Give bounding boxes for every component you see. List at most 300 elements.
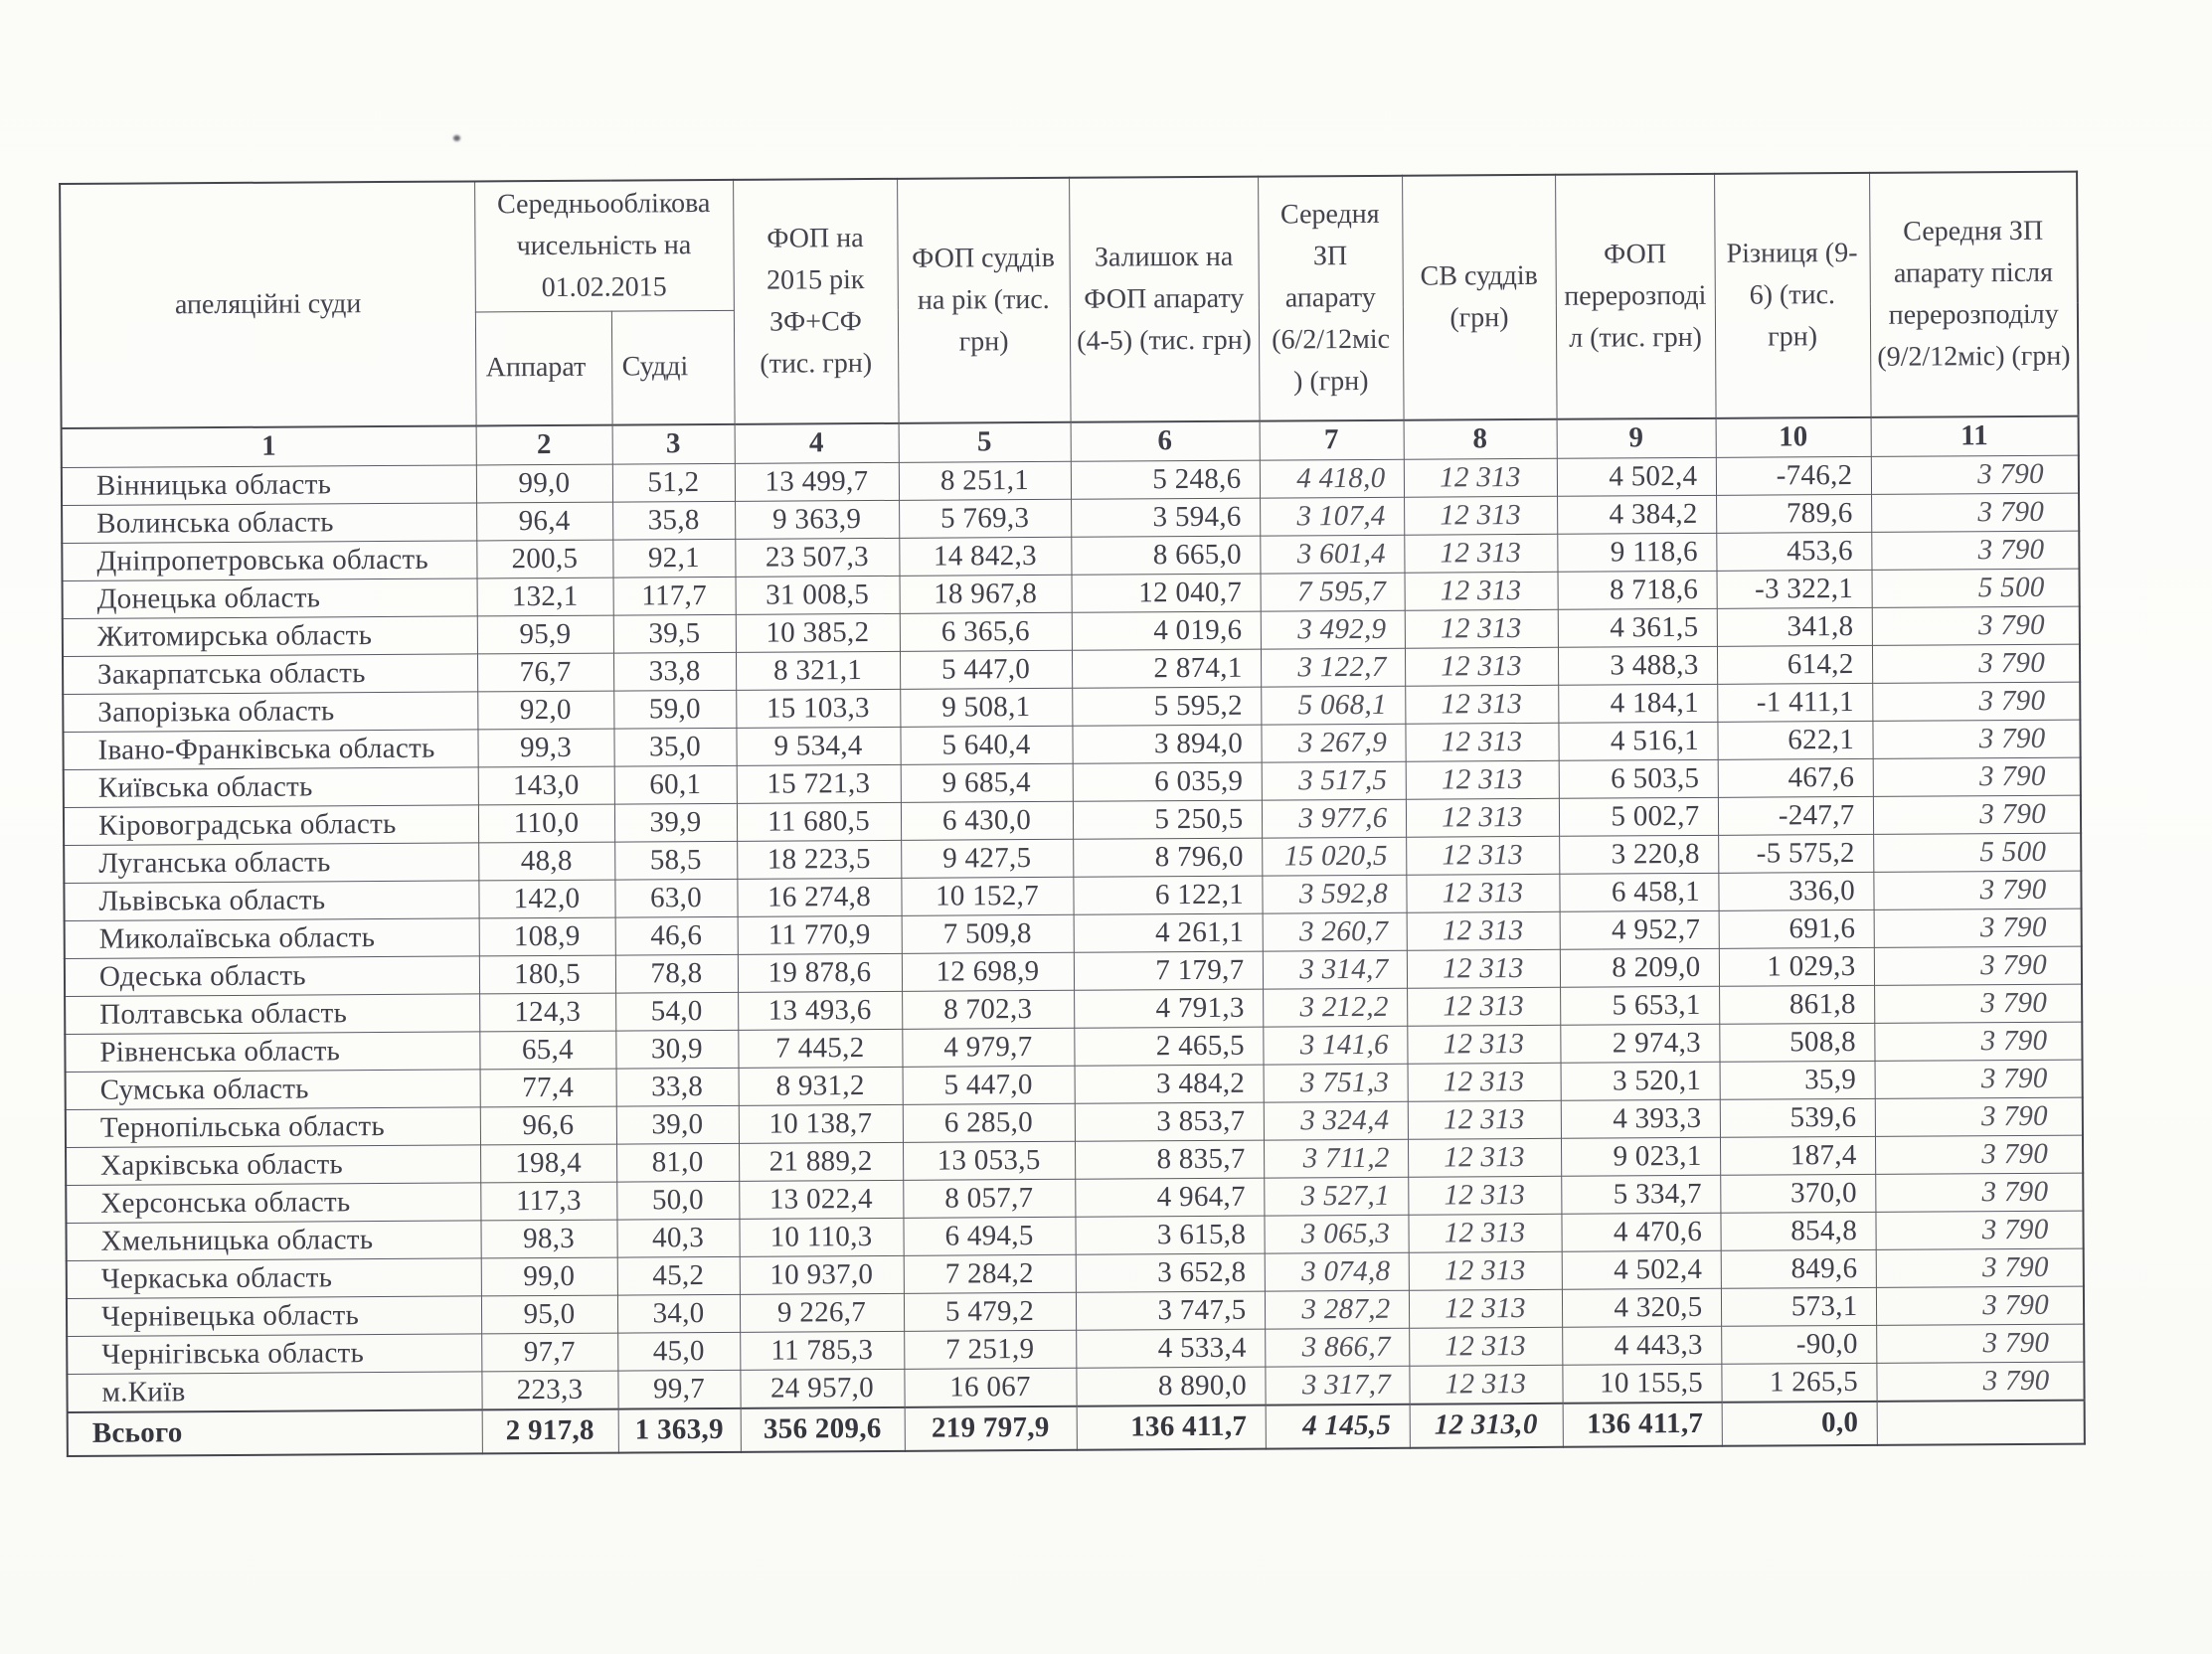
value-cell: 3 790 (1875, 1135, 2083, 1174)
value-cell: 24 957,0 (740, 1369, 904, 1407)
total-value-cell: 12 313,0 (1410, 1403, 1563, 1447)
value-cell: 48,8 (478, 842, 614, 881)
value-cell: 12 313 (1407, 949, 1560, 988)
column-number: 4 (735, 422, 899, 463)
value-cell: 849,6 (1721, 1249, 1876, 1288)
value-cell: 10 138,7 (739, 1104, 903, 1143)
value-cell: 117,7 (613, 577, 736, 615)
value-cell: 539,6 (1720, 1098, 1875, 1137)
region-cell: Чернівецька область (67, 1296, 481, 1337)
value-cell: 12 313 (1405, 572, 1558, 610)
value-cell: 200,5 (476, 540, 612, 579)
value-cell: 691,6 (1719, 910, 1874, 948)
value-cell: 12 313 (1407, 1025, 1560, 1064)
value-cell: 12 313 (1406, 836, 1559, 875)
total-value-cell: 136 411,7 (1563, 1402, 1722, 1446)
value-cell: 4 502,4 (1557, 457, 1716, 496)
value-cell: 4 384,2 (1557, 495, 1716, 534)
value-cell: 4 964,7 (1075, 1178, 1264, 1217)
value-cell: 5 250,5 (1073, 800, 1262, 839)
value-cell: 99,7 (617, 1370, 740, 1408)
value-cell: 12 040,7 (1072, 574, 1261, 612)
value-cell: 7 251,9 (904, 1330, 1076, 1369)
value-cell: 11 680,5 (737, 802, 901, 841)
value-cell: 3 260,7 (1263, 912, 1407, 951)
value-cell: 223,3 (481, 1371, 617, 1409)
value-cell: 23 507,3 (735, 538, 899, 577)
value-cell: 622,1 (1717, 721, 1872, 759)
value-cell: 9 534,4 (736, 727, 900, 765)
value-cell: 14 842,3 (899, 537, 1071, 576)
value-cell: 5 447,0 (900, 650, 1072, 689)
value-cell: 81,0 (616, 1143, 739, 1182)
column-number: 6 (1071, 420, 1260, 461)
value-cell: 3 790 (1872, 720, 2080, 758)
region-cell: Миколаївська область (65, 918, 479, 959)
value-cell: 9 508,1 (900, 688, 1072, 727)
value-cell: 3 977,6 (1262, 799, 1406, 838)
value-cell: 12 698,9 (902, 952, 1074, 991)
value-cell: 3 652,8 (1076, 1253, 1265, 1292)
value-cell: 46,6 (615, 916, 738, 955)
value-cell: 9 363,9 (735, 500, 899, 539)
value-cell: 92,1 (612, 539, 735, 578)
header-avg-headcount: Середньооблікова чисельність на 01.02.2015 (474, 180, 734, 312)
value-cell: 97,7 (481, 1333, 617, 1372)
value-cell: 6 494,5 (903, 1217, 1075, 1255)
region-cell: Одеська область (65, 956, 479, 997)
total-value-cell: 1 363,9 (618, 1407, 741, 1452)
value-cell: -90,0 (1721, 1325, 1876, 1364)
value-cell: 5 653,1 (1560, 986, 1719, 1025)
region-cell: Закарпатська область (63, 654, 477, 695)
value-cell: 8 718,6 (1558, 571, 1717, 609)
value-cell: 453,6 (1716, 532, 1871, 571)
value-cell: 3 592,8 (1262, 875, 1406, 913)
value-cell: 10 385,2 (736, 613, 900, 652)
value-cell: 19 878,6 (738, 953, 902, 992)
value-cell: 12 313 (1408, 1138, 1561, 1177)
value-cell: 3 065,3 (1264, 1215, 1408, 1253)
value-cell: 16 067 (904, 1368, 1076, 1406)
value-cell: 3 894,0 (1072, 725, 1261, 763)
value-cell: 4 184,1 (1558, 684, 1717, 723)
value-cell: 3 790 (1871, 493, 2079, 532)
column-number: 2 (476, 424, 612, 465)
value-cell: 132,1 (477, 578, 613, 616)
value-cell: 40,3 (616, 1219, 739, 1257)
value-cell: 99,3 (477, 729, 613, 767)
value-cell: 5 248,6 (1071, 460, 1260, 499)
header-courts: апеляційні суди (60, 181, 475, 427)
value-cell: 4 418,0 (1260, 459, 1404, 498)
total-value-cell: 219 797,9 (905, 1406, 1077, 1450)
value-cell: 4 320,5 (1562, 1288, 1721, 1327)
value-cell: 117,3 (480, 1182, 616, 1221)
value-cell: 3 853,7 (1075, 1102, 1264, 1141)
region-cell: Харківська область (66, 1145, 480, 1186)
value-cell: 3 790 (1874, 1022, 2082, 1061)
value-cell: 3 790 (1875, 1097, 2083, 1136)
value-cell: 12 313 (1408, 1176, 1561, 1215)
value-cell: 4 443,3 (1562, 1326, 1721, 1365)
value-cell: 39,9 (614, 803, 737, 842)
header-fop-2015: ФОП на 2015 рік ЗФ+СФ (тис. грн) (733, 179, 898, 424)
total-value-cell: 4 145,5 (1266, 1404, 1410, 1448)
value-cell: 8 890,0 (1076, 1367, 1265, 1406)
value-cell: 4 261,1 (1074, 913, 1263, 952)
value-cell: 12 313 (1405, 609, 1558, 648)
value-cell: 3 790 (1876, 1248, 2084, 1287)
value-cell: 10 937,0 (740, 1255, 904, 1294)
value-cell: 4 979,7 (902, 1028, 1074, 1067)
value-cell: 33,8 (616, 1068, 739, 1106)
value-cell: 3 324,4 (1264, 1101, 1408, 1140)
value-cell: 3 790 (1874, 946, 2082, 985)
value-cell: 3 527,1 (1264, 1177, 1408, 1216)
value-cell: 3 790 (1875, 1060, 2083, 1098)
value-cell: 12 313 (1404, 534, 1557, 573)
value-cell: 6 458,1 (1559, 873, 1718, 911)
value-cell: 3 790 (1876, 1286, 2084, 1325)
value-cell: 5 447,0 (903, 1066, 1075, 1104)
value-cell: 45,2 (617, 1256, 740, 1295)
value-cell: 30,9 (615, 1030, 738, 1069)
value-cell: 3 790 (1875, 1211, 2083, 1249)
value-cell: 7 179,7 (1074, 951, 1263, 990)
value-cell: 12 313 (1405, 685, 1558, 724)
value-cell: 13 022,4 (739, 1180, 903, 1219)
value-cell: -3 322,1 (1717, 570, 1872, 608)
value-cell: 9 685,4 (901, 763, 1073, 802)
value-cell: 98,3 (480, 1220, 616, 1258)
column-number: 8 (1404, 418, 1557, 459)
value-cell: 99,0 (476, 464, 612, 503)
region-cell: Черкаська область (67, 1258, 481, 1299)
value-cell: 6 122,1 (1073, 876, 1262, 914)
header-difference: Різниця (9-6) (тис. грн) (1714, 173, 1870, 417)
value-cell: 15 721,3 (737, 764, 901, 803)
value-cell: 1 029,3 (1719, 947, 1874, 986)
value-cell: 3 790 (1872, 644, 2080, 683)
value-cell: 6 365,6 (900, 612, 1072, 651)
value-cell: 3 517,5 (1262, 761, 1406, 800)
region-cell: Сумська область (66, 1070, 480, 1110)
column-number: 3 (612, 423, 735, 464)
value-cell: 77,4 (480, 1069, 616, 1107)
header-sv-judges: СВ суддів (грн) (1402, 175, 1556, 419)
value-cell: 3 074,8 (1265, 1252, 1409, 1291)
value-cell: 4 361,5 (1558, 608, 1717, 647)
value-cell: 370,0 (1720, 1174, 1875, 1213)
value-cell: 3 790 (1876, 1324, 2084, 1363)
value-cell: 18 223,5 (737, 840, 901, 879)
value-cell: 6 430,0 (901, 801, 1073, 840)
value-cell: 5 500 (1873, 833, 2081, 872)
value-cell: 3 711,2 (1264, 1139, 1408, 1178)
value-cell: 5 595,2 (1072, 687, 1261, 726)
value-cell: 3 492,9 (1261, 610, 1405, 649)
value-cell: -5 575,2 (1718, 834, 1873, 873)
value-cell: 5 334,7 (1561, 1175, 1720, 1214)
value-cell: 110,0 (478, 804, 614, 843)
region-cell: Полтавська область (65, 994, 479, 1035)
region-cell: Хмельницька область (66, 1221, 480, 1261)
value-cell: 5 769,3 (899, 499, 1071, 538)
value-cell: 4 516,1 (1558, 722, 1717, 760)
value-cell: 34,0 (617, 1294, 740, 1333)
value-cell: 13 499,7 (735, 462, 899, 501)
value-cell: 5 479,2 (904, 1292, 1076, 1331)
region-cell: Кіровоградська область (64, 805, 478, 846)
total-value-cell: 0,0 (1722, 1401, 1877, 1445)
value-cell: 3 267,9 (1261, 724, 1405, 762)
value-cell: 13 053,5 (903, 1141, 1075, 1180)
value-cell: 8 835,7 (1075, 1140, 1264, 1179)
value-cell: 3 747,5 (1076, 1291, 1265, 1330)
value-cell: 4 470,6 (1561, 1213, 1720, 1251)
value-cell: 3 790 (1872, 682, 2080, 721)
value-cell: 78,8 (615, 954, 738, 993)
region-cell: Львівська область (64, 881, 478, 921)
region-cell: Херсонська область (66, 1183, 480, 1224)
value-cell: 95,0 (481, 1295, 617, 1334)
value-cell: 8 665,0 (1071, 536, 1260, 575)
value-cell: 7 445,2 (738, 1029, 902, 1068)
value-cell: 6 035,9 (1073, 762, 1262, 801)
value-cell: 3 122,7 (1261, 648, 1405, 687)
value-cell: 3 488,3 (1558, 646, 1717, 685)
column-number: 1 (62, 425, 476, 468)
value-cell: 3 790 (1875, 1173, 2083, 1212)
value-cell: 12 313 (1404, 458, 1557, 497)
value-cell: 861,8 (1719, 985, 1874, 1024)
value-cell: 12 313 (1409, 1365, 1562, 1404)
value-cell: 11 770,9 (738, 915, 902, 954)
region-cell: Волинська область (62, 503, 476, 544)
value-cell: 3 314,7 (1263, 950, 1407, 989)
value-cell: 18 967,8 (900, 575, 1072, 613)
total-value-cell: 136 411,7 (1077, 1405, 1266, 1449)
header-fop-judges: ФОП суддів на рік (тис. грн) (897, 178, 1070, 423)
scan-artifact (453, 135, 460, 141)
value-cell: 6 503,5 (1559, 759, 1718, 798)
region-cell: Вінницька область (62, 465, 476, 506)
value-cell: 99,0 (481, 1257, 617, 1296)
value-cell: 180,5 (479, 955, 615, 994)
value-cell: 10 110,3 (739, 1218, 903, 1256)
value-cell: 7 284,2 (904, 1254, 1076, 1293)
value-cell: 9 427,5 (901, 839, 1073, 878)
value-cell: 96,6 (480, 1106, 616, 1145)
value-cell: 3 615,8 (1075, 1216, 1264, 1254)
value-cell: 12 313 (1406, 874, 1559, 912)
value-cell: 58,5 (614, 841, 737, 880)
value-cell: 8 209,0 (1560, 948, 1719, 987)
region-cell: Тернопільська область (66, 1107, 480, 1148)
value-cell: 15 020,5 (1262, 837, 1406, 876)
value-cell: -247,7 (1718, 796, 1873, 835)
value-cell: 614,2 (1717, 645, 1872, 684)
column-number: 10 (1716, 416, 1871, 457)
value-cell: 96,4 (476, 502, 612, 541)
header-avg-salary-after: Середня ЗП апарату після перерозподілу (9/2/12міс) (грн) (1869, 172, 2078, 417)
value-cell: 45,0 (617, 1332, 740, 1371)
value-cell: 467,6 (1718, 758, 1873, 797)
value-cell: 16 274,8 (737, 878, 901, 916)
value-cell: 2 465,5 (1074, 1027, 1263, 1066)
value-cell: 143,0 (478, 766, 614, 805)
value-cell: 6 285,0 (903, 1103, 1075, 1142)
region-cell: Житомирська область (63, 616, 477, 657)
value-cell: 5 500 (1872, 569, 2080, 607)
value-cell: 5 068,1 (1261, 686, 1405, 725)
value-cell: 3 866,7 (1265, 1328, 1409, 1367)
value-cell: 60,1 (614, 765, 737, 804)
value-cell: 336,0 (1718, 872, 1873, 910)
header-fop-balance: Залишок на ФОП апарату (4-5) (тис. грн) (1069, 177, 1259, 422)
region-cell: Луганська область (64, 843, 478, 884)
value-cell: 12 313 (1408, 1214, 1561, 1252)
value-cell: 142,0 (478, 880, 614, 918)
value-cell: 12 313 (1407, 987, 1560, 1026)
value-cell: 1 265,5 (1721, 1363, 1876, 1402)
value-cell: 35,8 (612, 501, 735, 540)
value-cell: 7 509,8 (902, 914, 1074, 953)
value-cell: 3 790 (1871, 531, 2079, 570)
value-cell: 5 002,7 (1559, 797, 1718, 836)
value-cell: 341,8 (1717, 607, 1872, 646)
value-cell: 51,2 (612, 463, 735, 502)
value-cell: 11 785,3 (740, 1331, 904, 1370)
value-cell: 3 601,4 (1260, 535, 1404, 574)
column-number: 7 (1260, 419, 1404, 460)
value-cell: 92,0 (477, 691, 613, 730)
region-cell: Дніпропетровська область (62, 541, 476, 581)
value-cell: 54,0 (615, 992, 738, 1031)
value-cell: 3 790 (1876, 1362, 2084, 1401)
value-cell: 8 702,3 (902, 990, 1074, 1029)
value-cell: 2 874,1 (1072, 649, 1261, 688)
value-cell: 12 313 (1406, 760, 1559, 799)
value-cell: 7 595,7 (1261, 573, 1405, 611)
value-cell: 76,7 (477, 653, 613, 692)
value-cell: 12 313 (1408, 1100, 1561, 1139)
value-cell: 9 226,7 (740, 1293, 904, 1332)
value-cell: 12 313 (1408, 1063, 1561, 1101)
column-number: 9 (1557, 417, 1716, 458)
header-apparatus: Аппарат (475, 311, 612, 425)
value-cell: 59,0 (613, 690, 736, 729)
value-cell: 573,1 (1721, 1287, 1876, 1326)
value-cell: 8 796,0 (1073, 838, 1262, 877)
value-cell: 4 791,3 (1074, 989, 1263, 1028)
value-cell: 3 141,6 (1263, 1026, 1407, 1065)
column-number: 11 (1871, 415, 2079, 456)
value-cell: 8 251,1 (899, 461, 1071, 500)
total-label: Всього (68, 1409, 482, 1456)
value-cell: 3 790 (1874, 984, 2082, 1023)
total-value-cell (1877, 1400, 2085, 1444)
value-cell: 12 313 (1405, 723, 1558, 761)
value-cell: 2 974,3 (1560, 1024, 1719, 1063)
value-cell: 854,8 (1720, 1212, 1875, 1250)
value-cell: 187,4 (1720, 1136, 1875, 1175)
value-cell: 10 155,5 (1562, 1364, 1721, 1403)
value-cell: 3 317,7 (1265, 1366, 1409, 1405)
value-cell: 8 931,2 (739, 1067, 903, 1105)
value-cell: 3 790 (1872, 606, 2080, 645)
value-cell: 108,9 (479, 917, 615, 956)
value-cell: 10 152,7 (901, 877, 1073, 915)
value-cell: 4 393,3 (1561, 1099, 1720, 1138)
value-cell: 3 790 (1874, 909, 2082, 947)
value-cell: 4 019,6 (1072, 611, 1261, 650)
header-fop-redistribution: ФОП перерозподіл (тис. грн) (1555, 174, 1715, 418)
total-value-cell: 2 917,8 (482, 1408, 618, 1453)
value-cell: 21 889,2 (739, 1142, 903, 1181)
value-cell: 3 790 (1873, 795, 2081, 834)
value-cell: 508,8 (1719, 1023, 1874, 1062)
value-cell: 3 212,2 (1263, 988, 1407, 1027)
value-cell: 39,0 (616, 1105, 739, 1144)
value-cell: 3 287,2 (1265, 1290, 1409, 1329)
total-value-cell: 356 209,6 (741, 1406, 905, 1451)
value-cell: 3 751,3 (1264, 1064, 1408, 1102)
value-cell: 39,5 (613, 614, 736, 653)
value-cell: 3 790 (1873, 757, 2081, 796)
value-cell: 3 520,1 (1561, 1062, 1720, 1100)
value-cell: 63,0 (614, 879, 737, 917)
value-cell: 12 313 (1407, 911, 1560, 950)
value-cell: 31 008,5 (736, 576, 900, 614)
value-cell: -1 411,1 (1717, 683, 1872, 722)
value-cell: 12 313 (1406, 798, 1559, 837)
region-cell: Рівненська область (65, 1032, 479, 1073)
value-cell: 95,9 (477, 615, 613, 654)
value-cell: 12 313 (1409, 1289, 1562, 1328)
region-cell: Запорізька область (63, 692, 477, 733)
value-cell: 5 640,4 (900, 726, 1072, 764)
value-cell: 789,6 (1716, 494, 1871, 533)
value-cell: 65,4 (479, 1031, 615, 1070)
value-cell: 3 107,4 (1260, 497, 1404, 536)
column-number: 5 (899, 421, 1071, 462)
value-cell: 8 321,1 (736, 651, 900, 690)
value-cell: 12 313 (1409, 1327, 1562, 1366)
value-cell: 4 952,7 (1560, 910, 1719, 949)
value-cell: 4 533,4 (1076, 1329, 1265, 1368)
region-cell: Івано-Франківська область (63, 730, 477, 770)
value-cell: 35,9 (1720, 1061, 1875, 1099)
value-cell: 12 313 (1405, 647, 1558, 686)
value-cell: 124,3 (479, 993, 615, 1032)
value-cell: -746,2 (1716, 456, 1871, 495)
value-cell: 198,4 (480, 1144, 616, 1183)
header-judges: Судді (611, 310, 735, 424)
value-cell: 3 220,8 (1559, 835, 1718, 874)
region-cell: Донецька область (63, 579, 477, 619)
value-cell: 3 484,2 (1075, 1065, 1264, 1103)
value-cell: 3 790 (1871, 455, 2079, 494)
value-cell: 35,0 (613, 728, 736, 766)
value-cell: 33,8 (613, 652, 736, 691)
value-cell: 15 103,3 (736, 689, 900, 728)
header-avg-salary: Середня ЗП апарату (6/2/12міс ) (грн) (1258, 176, 1403, 420)
value-cell: 12 313 (1409, 1251, 1562, 1290)
value-cell: 13 493,6 (738, 991, 902, 1030)
value-cell: 12 313 (1404, 496, 1557, 535)
